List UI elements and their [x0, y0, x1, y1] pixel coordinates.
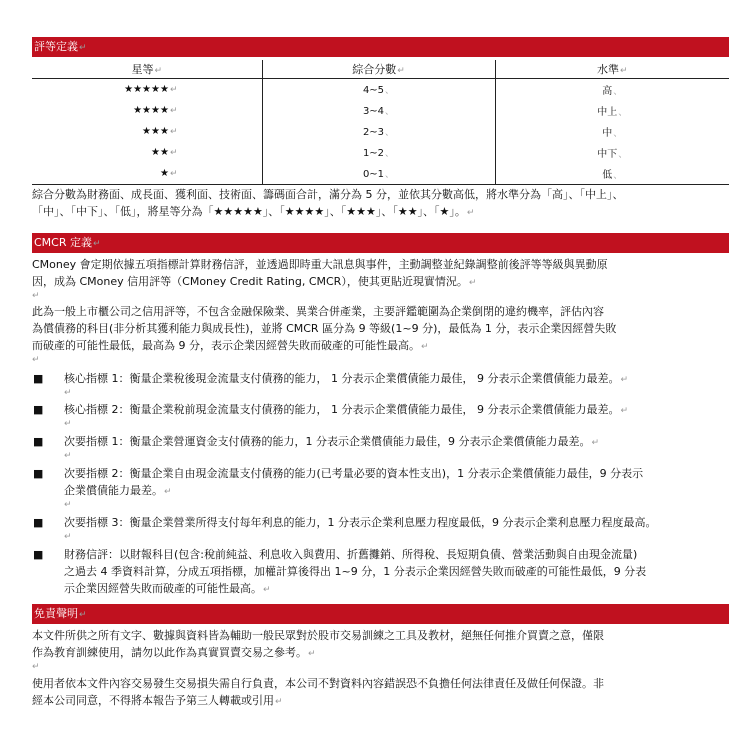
rating-section-title: 評等定義 — [34, 40, 78, 53]
paragraph-line: 使用者依本文件內容交易發生交易損失需自行負責，本公司不對資料內容錯誤恐不負擔任何法律責任及做任何保證。非 — [32, 677, 604, 690]
stars-cell: ★★★★↵ — [32, 100, 262, 121]
paragraph-line: 作為教育訓練使用，請勿以此作為真實買賣交易之參考。 — [32, 646, 307, 659]
table-row — [32, 79, 729, 101]
column-header-level: 水準↵ — [495, 60, 729, 79]
rating-note: 綜合分數為財務面、成長面、獲利面、技術面、籌碼面合計，滿分為 5 分，並依其分數高低，將水準分為「高」、「中上」、 「中」、「中下」、「低」，將星等分為「★★★★★」、「★★★★」、「★★★」、「★★」、「★」。↵ — [32, 186, 732, 222]
disclaimer-paragraph-1: 本文件所供之所有文字、數據與資料皆為輔助一般民眾對於股市交易訓練之工具及教材，絕無任何推介買賣之意，僅限 作為教育訓練使用，請勿以此作為真實買賣交易之參考。↵ — [32, 627, 732, 663]
bullet-square-icon: ■ — [33, 372, 44, 385]
paragraph-line: 本文件所供之所有文字、數據與資料皆為輔助一般民眾對於股市交易訓練之工具及教材，絕無任何推介買賣之意，僅限 — [32, 629, 604, 642]
score-cell: 1~2、 — [262, 142, 495, 163]
cmcr-scope-paragraph: 此為一般上市櫃公司之信用評等，不包含金融保險業、異業合併產業，主要評鑑範圍為企業倒閉的違約機率，評估內容 為償債務的科目(非分析其獲利能力與成長性)，並將 CMCR 區分為 9 等級(1~9 分)，最低為 1 分，表示企業因經營失敗 而破產的可能性最低，最高為 9 分，表示企業因經營失敗而破產的可能性最高。↵ — [32, 303, 732, 356]
stars-cell: ★★↵ — [32, 142, 262, 163]
level-cell: 高、 — [602, 86, 623, 97]
disclaimer-paragraph-2: 使用者依本文件內容交易發生交易損失需自行負責，本公司不對資料內容錯誤恐不負擔任何法律責任及做任何保證。非 經本公司同意，不得將本報告予第三人轉載或引用↵ — [32, 675, 732, 711]
level-cell: 中、 — [602, 128, 623, 139]
rating-note-line: 綜合分數為財務面、成長面、獲利面、技術面、籌碼面合計，滿分為 5 分，並依其分數高低，將水準分為「高」、「中上」、 — [32, 188, 624, 201]
bullet-square-icon: ■ — [33, 435, 44, 448]
paragraph-line: 而破產的可能性最低，最高為 9 分，表示企業因經營失敗而破產的可能性最高。 — [32, 339, 420, 352]
score-cell: 0~1、 — [262, 163, 495, 185]
cmcr-section-header: CMCR 定義↵ — [32, 233, 729, 253]
stars-cell: ★↵ — [32, 163, 262, 185]
bullet-square-icon: ■ — [33, 548, 44, 561]
paragraph-line: 為償債務的科目(非分析其獲利能力與成長性)，並將 CMCR 區分為 9 等級(1~9 分)，最低為 1 分，表示企業因經營失敗 — [32, 322, 617, 335]
score-cell: 4~5、 — [262, 79, 495, 101]
rating-section-header: 評等定義↵ — [32, 37, 729, 57]
cmcr-intro-paragraph: CMoney 會定期依據五項指標計算財務信評，並透過即時重大訊息與事件，主動調整並紀錄調整前後評等等級與異動原 因，成為 CMoney 信用評等（CMoney Credit Rating, CMCR），使其更貼近現實情況。↵ — [32, 256, 732, 292]
level-cell: 中上、 — [597, 107, 628, 118]
column-header-score: 綜合分數↵ — [262, 60, 495, 79]
cmcr-section-title: CMCR 定義 — [34, 236, 92, 249]
paragraph-line: CMoney 會定期依據五項指標計算財務信評，並透過即時重大訊息與事件，主動調整並紀錄調整前後評等等級與異動原 — [32, 258, 608, 271]
table-row — [32, 163, 729, 185]
rating-note-line: 「中」、「中下」、「低」，將星等分為「★★★★★」、「★★★★」、「★★★」、「★★」、「★」。 — [32, 205, 466, 218]
score-cell: 3~4、 — [262, 100, 495, 121]
table-row — [32, 100, 729, 121]
bullet-square-icon: ■ — [33, 516, 44, 529]
table-row — [32, 121, 729, 142]
rating-table-header-row — [32, 60, 729, 79]
disclaimer-section-header: 免責聲明↵ — [32, 604, 729, 624]
paragraph-line: 經本公司同意，不得將本報告予第三人轉載或引用 — [32, 694, 274, 707]
rating-table — [32, 60, 729, 185]
stars-cell: ★★★★★↵ — [32, 79, 262, 101]
level-cell: 低、 — [495, 163, 729, 185]
bullet-square-icon: ■ — [33, 467, 44, 480]
disclaimer-section-title: 免責聲明 — [34, 607, 78, 620]
stars-cell: ★★★↵ — [32, 121, 262, 142]
score-cell: 2~3、 — [262, 121, 495, 142]
paragraph-line: 此為一般上市櫃公司之信用評等，不包含金融保險業、異業合併產業，主要評鑑範圍為企業倒閉的違約機率，評估內容 — [32, 305, 604, 318]
column-header-stars: 星等↵ — [32, 60, 262, 79]
level-cell: 中下、 — [597, 149, 628, 160]
bullet-square-icon: ■ — [33, 403, 44, 416]
paragraph-line: 因，成為 CMoney 信用評等（CMoney Credit Rating, CMCR），使其更貼近現實情況。 — [32, 275, 468, 288]
table-row — [32, 142, 729, 163]
